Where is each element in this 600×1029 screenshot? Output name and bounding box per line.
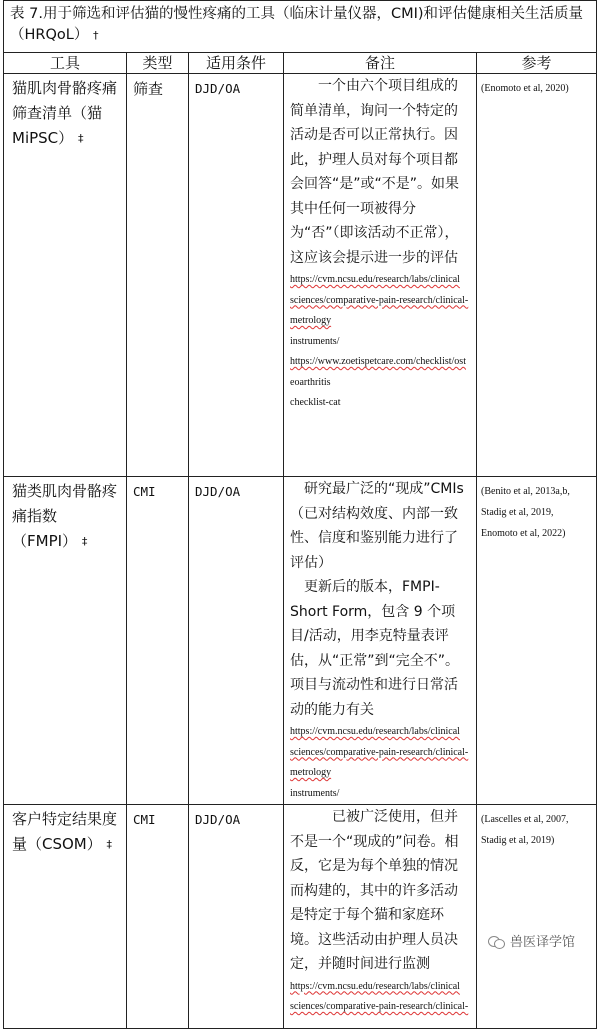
type-value: CMI: [133, 812, 156, 827]
link-line[interactable]: metrology: [290, 315, 332, 326]
link-line[interactable]: sciences/comparative-pain-research/clinical-: [290, 746, 469, 758]
wechat-icon: [488, 934, 504, 948]
note-text: 研究最广泛的“现成”CMIs（已对结构效度、内部一致性、信度和鉴别能力进行了评估）: [290, 481, 464, 571]
condition-cell: [189, 74, 284, 477]
type-cell: [127, 477, 189, 805]
ref-line: (Benito et al, 2013a,b,: [481, 486, 570, 497]
note-cell: [284, 477, 477, 805]
header-note: 备注: [284, 53, 477, 74]
caption-text: 表 7.用于筛选和评估猫的慢性疼痛的工具（临床计量仪器，CMI)和评估健康相关生活质量（HRQoL）: [10, 6, 584, 43]
ref-line: Stadig et al, 2019,: [481, 507, 554, 518]
tool-mark: ‡: [81, 535, 88, 548]
condition-value: DJD/OA: [195, 812, 241, 827]
link-line[interactable]: instruments/: [290, 787, 340, 799]
link-line[interactable]: instruments/: [290, 335, 340, 347]
watermark-text: 兽医译学馆: [510, 935, 576, 950]
type-cell: [127, 805, 189, 1029]
ref-cell: [477, 74, 597, 477]
note-cell: [284, 805, 477, 1029]
condition-value: DJD/OA: [195, 484, 241, 499]
table-row: [4, 74, 597, 477]
link-line[interactable]: https://cvm.ncsu.edu/research/labs/clinical: [290, 980, 460, 992]
tool-name: 猫肌肉骨骼疼痛筛查清单（猫MiPSC）: [12, 79, 118, 147]
caption-mark: †: [92, 29, 99, 42]
ref-line: (Lascelles et al, 2007,: [481, 814, 569, 825]
type-value: 筛查: [133, 80, 164, 98]
ref-line: Enomoto et al, 2022): [481, 528, 566, 539]
link-list: [290, 977, 470, 1018]
link-line[interactable]: metrology: [290, 767, 332, 778]
ref-line: (Enomoto et al, 2020): [481, 83, 569, 94]
link-line[interactable]: https://www.zoetispetcare.com/checklist/ost: [290, 356, 466, 367]
condition-cell: [189, 477, 284, 805]
header-row: [4, 53, 597, 74]
header-tool: 工具: [4, 53, 127, 74]
link-list: [290, 270, 470, 414]
tool-cell: [4, 74, 127, 477]
ref-cell: [477, 805, 597, 1029]
header-ref: 参考: [477, 53, 597, 74]
header-type: 类型: [127, 53, 189, 74]
tool-name: 客户特定结果度量（CSOM）: [12, 810, 118, 853]
tool-mark: ‡: [77, 132, 84, 145]
link-line[interactable]: https://cvm.ncsu.edu/research/labs/clinical: [290, 274, 460, 285]
link-list: [290, 722, 470, 804]
condition-cell: [189, 805, 284, 1029]
watermark: [484, 931, 579, 950]
note-cell: [284, 74, 477, 477]
link-line[interactable]: eoarthritis: [290, 376, 331, 388]
link-line[interactable]: sciences/comparative-pain-research/clinical-: [290, 1001, 469, 1012]
table-caption: [4, 1, 597, 53]
type-value: CMI: [133, 484, 156, 499]
link-line[interactable]: https://cvm.ncsu.edu/research/labs/clinical: [290, 726, 460, 737]
tool-mark: ‡: [106, 838, 113, 851]
note-text-2: 更新后的版本，FMPI-Short Form，包含 9 个项目/活动，用李克特量表评估，从“正常”到“完全不”。项目与流动性和进行日常活动的能力有关: [290, 579, 460, 718]
header-condition: 适用条件: [189, 53, 284, 74]
tools-table: [3, 0, 597, 1029]
type-cell: [127, 74, 189, 477]
tool-name: 猫类肌肉骨骼疼痛指数（FMPI）: [12, 482, 118, 550]
tool-cell: [4, 805, 127, 1029]
table-row: [4, 805, 597, 1029]
condition-value: DJD/OA: [195, 81, 241, 96]
table-row: [4, 477, 597, 805]
link-line[interactable]: sciences/comparative-pain-research/clinical-: [290, 294, 469, 306]
ref-line: Stadig et al, 2019): [481, 835, 555, 846]
link-line[interactable]: checklist-cat: [290, 397, 341, 408]
ref-cell: [477, 477, 597, 805]
note-text: 已被广泛使用，但并不是一个“现成的”问卷。相反，它是为每个单独的情况而构建的，其中的许多活动是特定于每个猫和家庭环境。这些活动由护理人员决定，并随时间进行监测: [290, 809, 459, 972]
note-text: 一个由六个项目组成的简单清单，询问一个特定的活动是否可以正常执行。因此，护理人员对每个项目都会回答“是”或“不是”。如果其中任何一项被得分为“否”（即该活动不正常），这应该会提示进一步的评估: [290, 78, 460, 266]
tool-cell: [4, 477, 127, 805]
